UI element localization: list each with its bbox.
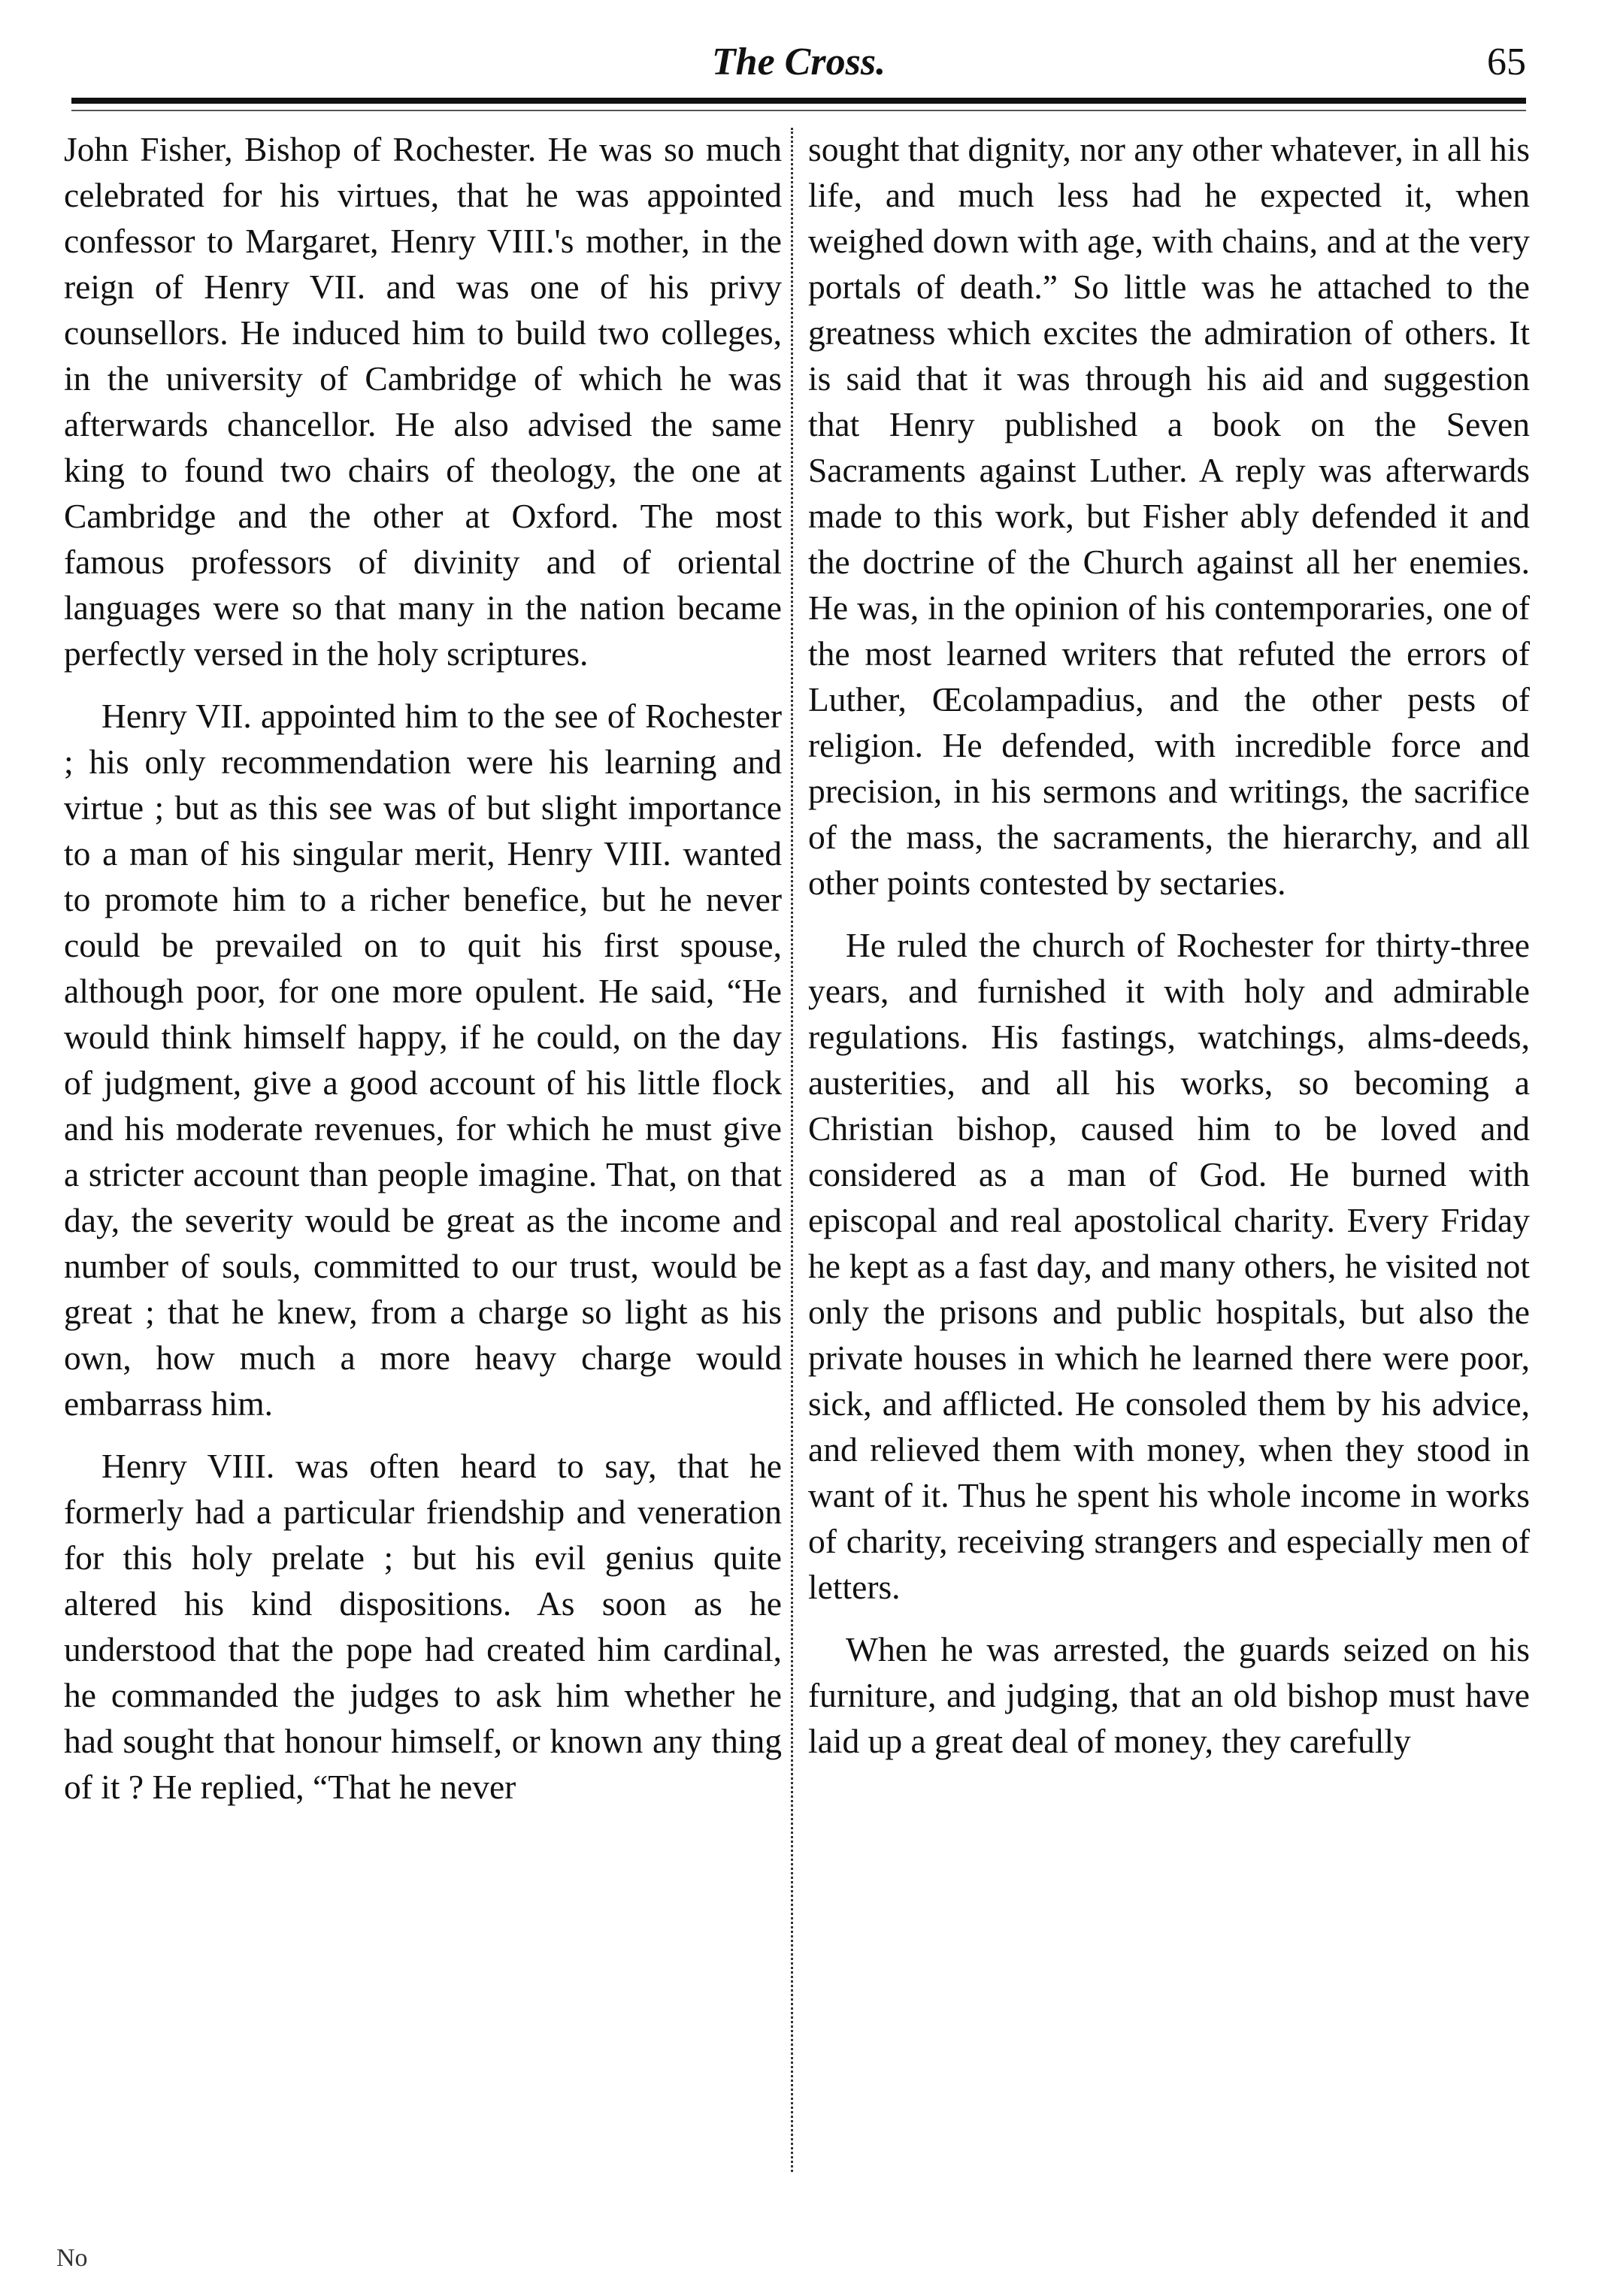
header-rule-thin bbox=[71, 110, 1526, 111]
right-paragraph-2: He ruled the church of Rochester for thirty-three years, and furnished it with holy and admirable regulations. His fastings, watchings, alms-deeds, austerities, and all his works, so becoming a Christian bishop, caused him to be loved and considered as a man of God. He burned with episcopal and real apostolical charity. Every Friday he kept as a fast day, and many others, he visited not only the prisons and public hospitals, but also the private houses in which he learned there were poor, sick, and afflicted. He consoled them by his advice, and relieved them with money, when they stood in want of it. Thus he spent his whole income in works of charity, receiving strangers and especially men of letters. bbox=[808, 926, 1530, 1606]
header-rule-thick bbox=[71, 98, 1526, 104]
column-divider bbox=[791, 128, 793, 2172]
left-paragraph-3: Henry VIII. was often heard to say, that he formerly had a particular friendship and veneration for this holy prelate ; but his evil genius quite altered his kind dispositions. As soon as he understood that the pope had created him cardinal, he commanded the judges to ask him whether he had sought that honour himself, or known any thing of it ? He replied, “That he never bbox=[64, 1447, 782, 1806]
left-paragraph-2: Henry VII. appointed him to the see of Rochester ; his only recommendation were his learning and virtue ; but as this see was of but slight importance to a man of his singular merit, Henry VIII. wanted to promote him to a richer benefice, but he never could be prevailed on to quit his first spouse, although poor, for one more opulent. He said, “He would think himself happy, if he could, on the day of judgment, give a good account of his little flock and his moderate revenues, for which he must give a stricter account than people imagine. That, on that day, the severity would be great as the income and number of souls, committed to our trust, would be great ; that he knew, from a charge so light as his own, how much a more heavy charge would embarrass him. bbox=[64, 697, 782, 1423]
page-number: 65 bbox=[1487, 41, 1526, 83]
left-paragraph-1: John Fisher, Bishop of Rochester. He was so much celebrated for his virtues, that he was appointed confessor to Margaret, Henry VIII.'s mother, in the reign of Henry VII. and was one of his privy counsellors. He induced him to build two colleges, in the university of Cambridge of which he was afterwards chancellor. He also advised the same king to found two chairs of theology, the one at Cambridge and the other at Oxford. The most famous professors of divinity and of oriental languages were so that many in the nation became perfectly versed in the holy scriptures. bbox=[64, 130, 782, 673]
right-paragraph-3: When he was arrested, the guards seized on his furniture, and judging, that an old bishop must have laid up a great deal of money, they carefully bbox=[808, 1630, 1530, 1760]
right-column bbox=[808, 126, 1530, 2201]
page-header bbox=[71, 36, 1526, 89]
running-title: The Cross. bbox=[711, 41, 886, 83]
left-column bbox=[64, 126, 782, 2201]
signature-mark: No bbox=[56, 2244, 88, 2272]
right-paragraph-1: sought that dignity, nor any other whatever, in all his life, and much less had he expected it, when weighed down with age, with chains, and at the very portals of death.” So little was he attached to the greatness which excites the admiration of others. It is said that it was through his aid and suggestion that Henry published a book on the Seven Sacraments against Luther. A reply was afterwards made to this work, but Fisher ably defended it and the doctrine of the Church against all her enemies. He was, in the opinion of his contemporaries, one of the most learned writers that refuted the errors of Luther, Œcolampadius, and the other pests of religion. He defended, with incredible force and precision, in his sermons and writings, the sacrifice of the mass, the sacraments, the hierarchy, and all other points contested by sectaries. bbox=[808, 130, 1530, 902]
